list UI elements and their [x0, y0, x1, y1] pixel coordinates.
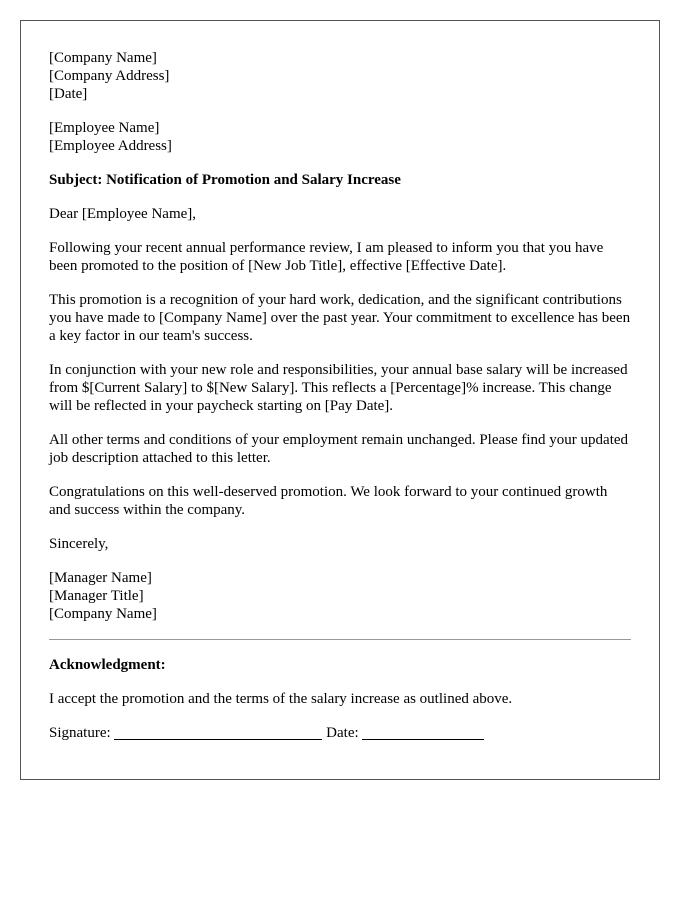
signer-manager-title: [Manager Title]: [49, 588, 144, 604]
letter-page: [20, 20, 660, 780]
sender-company-address: [Company Address]: [49, 68, 170, 84]
signature-blank[interactable]: [114, 725, 322, 740]
sender-company-name: [Company Name]: [49, 50, 157, 66]
recipient-name: [Employee Name]: [49, 120, 160, 136]
body-paragraph-2: This promotion is a recognition of your hard work, dedication, and the significant contributions you have made to [Company Name] over the past year. Your commitment to excellence has been a key factor in our team's success.: [49, 292, 631, 344]
sender-block: [49, 49, 631, 103]
subject-line: Subject: Notification of Promotion and Salary Increase: [49, 172, 401, 188]
letter-date: [Date]: [49, 86, 88, 102]
recipient-block: [49, 119, 631, 155]
signature-label: Signature:: [49, 725, 111, 741]
section-divider: [49, 639, 631, 640]
acknowledgment-title: Acknowledgment:: [49, 657, 166, 673]
signer-company-name: [Company Name]: [49, 606, 157, 622]
date-label: Date:: [326, 725, 359, 741]
recipient-address: [Employee Address]: [49, 138, 172, 154]
signature-date-line: [49, 724, 631, 742]
date-blank[interactable]: [362, 725, 484, 740]
body-paragraph-3: In conjunction with your new role and responsibilities, your annual base salary will be increased from $[Current Salary] to $[New Salary]. This reflects a [Percentage]% increase. This change will be reflected in your paycheck starting on [Pay Date].: [49, 362, 628, 414]
body-paragraph-5: Congratulations on this well-deserved promotion. We look forward to your continued growth and success within the company.: [49, 484, 608, 518]
signer-block: [49, 569, 631, 623]
salutation: Dear [Employee Name],: [49, 206, 197, 222]
signer-manager-name: [Manager Name]: [49, 570, 152, 586]
acknowledgment-statement: I accept the promotion and the terms of the salary increase as outlined above.: [49, 691, 513, 707]
body-paragraph-1: Following your recent annual performance review, I am pleased to inform you that you have been promoted to the position of [New Job Title], effective [Effective Date].: [49, 240, 604, 274]
body-paragraph-4: All other terms and conditions of your employment remain unchanged. Please find your updated job description attached to this letter.: [49, 432, 629, 466]
closing: Sincerely,: [49, 536, 109, 552]
